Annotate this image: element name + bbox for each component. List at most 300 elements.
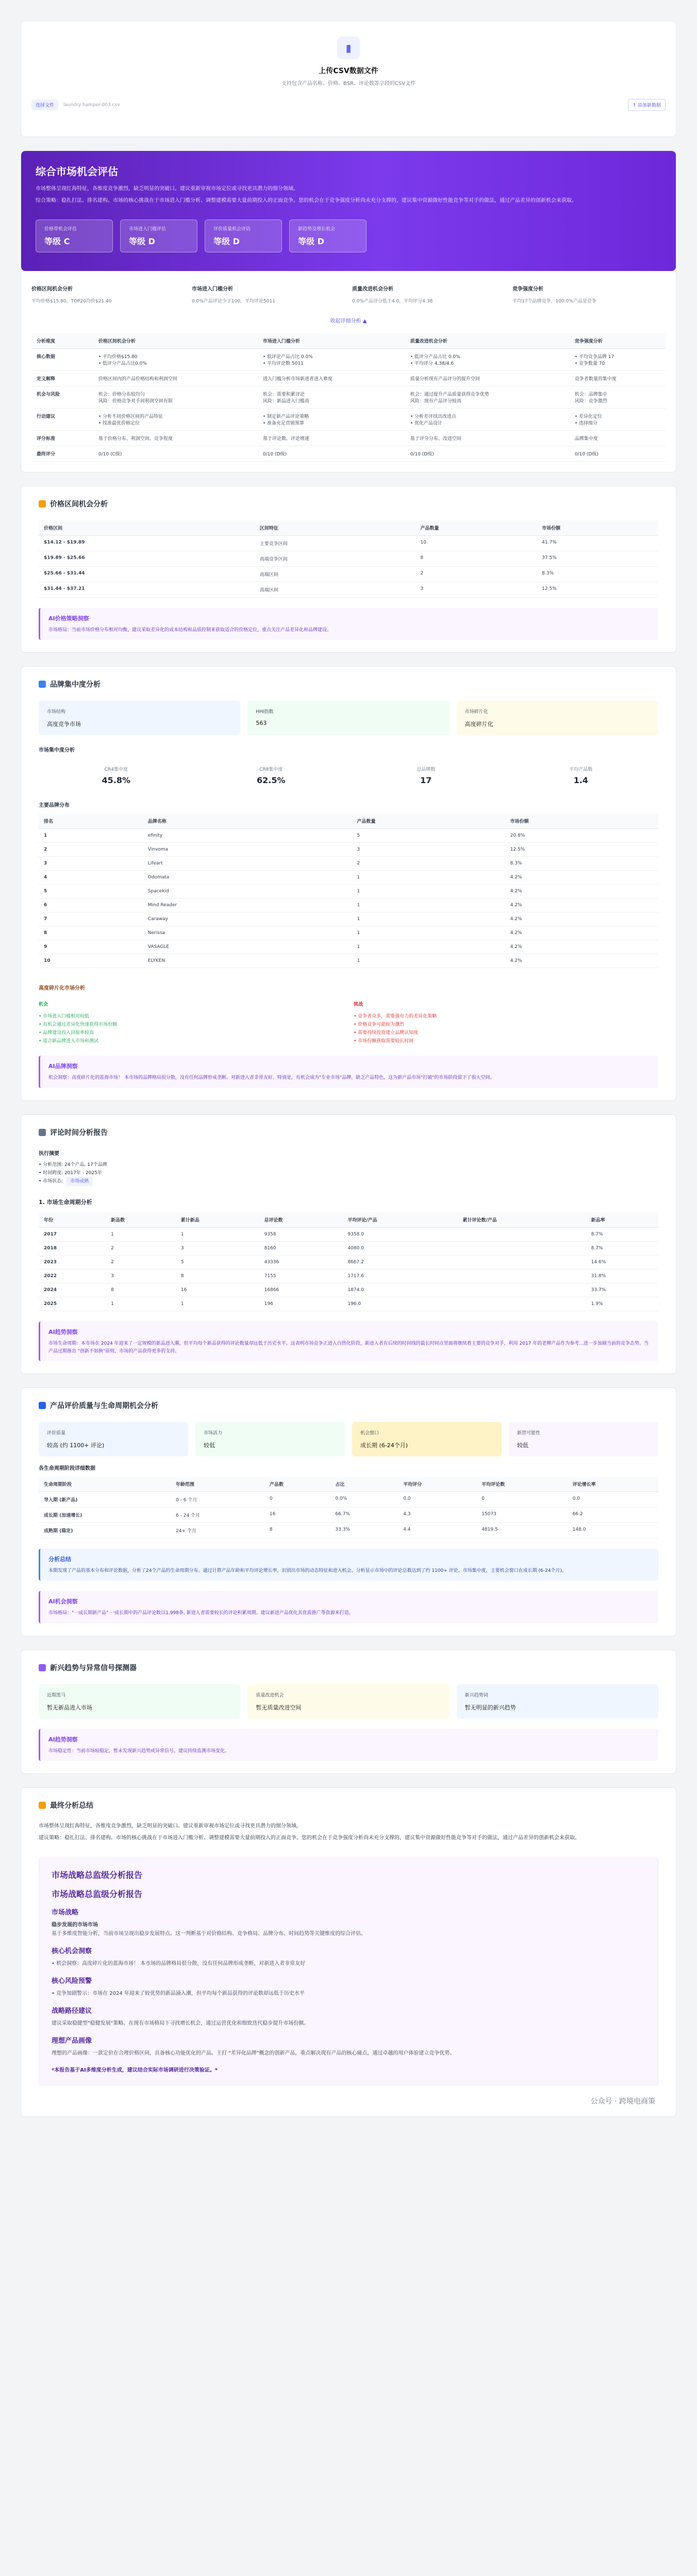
risk-text: • 竞争加剧警示：市场在 2024 年迎来了较优势的新品涌入潮，但平均每个新品获得的评论数却远低于历史水平 xyxy=(52,1991,305,1997)
cell-line: • 选择细分 xyxy=(574,421,598,426)
trend-ai-box xyxy=(39,1729,658,1761)
table-cell: 4.3 xyxy=(398,1507,476,1523)
table-row xyxy=(39,551,658,567)
market-title: 1. 市场生命周期分析 xyxy=(39,1199,92,1206)
table-header-cell: 平均评论数 xyxy=(476,1477,567,1492)
grade-badge-label: 评价质量机会评估 xyxy=(213,227,251,232)
brand-card xyxy=(21,666,676,1100)
table-cell: 33.3% xyxy=(330,1523,398,1538)
path-text: 建议采取稳健型"稳健发展"策略。在现有市场格局下寻找增长机会，通过运营优化和细致迭代稳步提升市场份额。 xyxy=(52,2021,309,2027)
metric-card xyxy=(352,1422,502,1456)
stat-label: 平均产品数 xyxy=(569,767,593,773)
summary-column xyxy=(31,284,185,304)
exec-line: • 分析范围: 24个产品, 17个品牌 xyxy=(39,1162,107,1167)
metric-value: 563 xyxy=(256,720,267,727)
table-header-row xyxy=(39,520,658,536)
table-row xyxy=(31,349,666,371)
table-header-cell: 市场份额 xyxy=(537,520,658,536)
table-cell: 33.7% xyxy=(586,1283,658,1297)
quality-card xyxy=(21,1387,676,1636)
table-header-cell: 总评论数 xyxy=(259,1212,343,1228)
table-cell: 2 xyxy=(106,1242,176,1256)
table-cell: 8160 xyxy=(259,1242,343,1256)
table-cell: 2023 xyxy=(39,1256,106,1269)
table-cell xyxy=(258,386,405,409)
stat-value: 1.4 xyxy=(573,775,588,786)
table-cell: Caraway xyxy=(143,912,352,926)
table-cell xyxy=(258,446,405,462)
table-row xyxy=(39,536,658,551)
stat-value: 45.8% xyxy=(102,775,130,786)
table-cell: Nerissa xyxy=(143,926,352,940)
table-cell: 66.7% xyxy=(330,1507,398,1523)
table-cell: 1 xyxy=(352,954,505,968)
table-cell xyxy=(31,386,93,409)
table-cell: 主要竞争区间 xyxy=(255,536,416,551)
stat-value: 62.5% xyxy=(256,775,286,786)
cell-line: • 平均竞争品牌 17 xyxy=(574,354,615,360)
table-cell: 196 xyxy=(259,1297,343,1311)
table-cell: 0 - 6 个月 xyxy=(171,1492,264,1507)
stat-item xyxy=(504,766,659,785)
table-cell: 0 xyxy=(264,1492,330,1507)
table-cell xyxy=(93,371,258,386)
table-cell: $14.12 - $19.89 xyxy=(39,536,255,551)
table-cell xyxy=(458,1297,586,1311)
table-cell xyxy=(93,431,258,446)
price-title: 价格区间机会分析 xyxy=(50,500,108,509)
review-ai-box xyxy=(39,1321,658,1361)
review-ai-title: AI趋势洞察 xyxy=(48,1329,78,1336)
table-header-cell: 品牌名称 xyxy=(143,814,352,829)
table-cell: 8 xyxy=(39,926,143,940)
metric-value: 较低 xyxy=(517,1442,528,1449)
summary-body: 0.0%产品评论少于100，平均评论5011 xyxy=(192,299,275,304)
review-ai-text: 市场生命周期：本市场在 2024 年迎来了一定规模的新品进入潮，但平均每个新品获得的评论数量却远低于历史水平。这表明市场竞争正进入白热化阶段，新进入者在后续的时间线的最长时间点里面将继续着主要的竞争对手，利用 2017 年的老牌产品作为参考...进一步加剧当前的竞争态势。当产品过期推出 "创新不如换"原则，市场的产品获得更多的支持。 xyxy=(48,1341,649,1354)
summary-row xyxy=(21,271,676,309)
table-cell: 1 xyxy=(352,899,505,912)
table-cell xyxy=(258,371,405,386)
grade-badge xyxy=(289,219,367,252)
table-row xyxy=(39,829,658,843)
table-cell: 8.7% xyxy=(586,1228,658,1242)
brand-list-title: 主要品牌分布 xyxy=(39,803,70,809)
trend-card xyxy=(21,1650,676,1774)
risk-item: • 需要持续投资建立品牌认知度 xyxy=(354,1030,419,1036)
quality-note xyxy=(39,1549,658,1581)
metric-card xyxy=(39,1684,240,1719)
table-row xyxy=(39,954,658,968)
table-cell: 1 xyxy=(352,885,505,899)
table-cell: 2 xyxy=(39,843,143,857)
summary-heading: 价格区间机会分析 xyxy=(31,286,73,292)
review-card xyxy=(21,1114,676,1374)
table-row xyxy=(39,1507,658,1523)
table-header-cell: 价格区间机会分析 xyxy=(93,333,258,349)
grade-badges xyxy=(36,219,661,252)
table-cell: 16 xyxy=(264,1507,330,1523)
table-cell: 3 xyxy=(352,843,505,857)
table-row xyxy=(39,1283,658,1297)
table-cell xyxy=(570,386,666,409)
table-row xyxy=(39,1492,658,1507)
price-card xyxy=(21,486,676,653)
table-row xyxy=(39,843,658,857)
grade-badge-value: 等级 D xyxy=(298,236,324,246)
table-cell: 4.2% xyxy=(505,940,658,954)
table-cell: Lifeart xyxy=(143,857,352,871)
brand-stats-title: 市场集中度分析 xyxy=(39,748,75,754)
table-cell: 高端竞争区间 xyxy=(255,551,416,567)
table-cell: $25.66 - $31.44 xyxy=(39,567,255,582)
upload-subtitle: 支持包含产品名称、价格、BSR、评论数等字段的CSV文件 xyxy=(281,81,416,87)
metric-card xyxy=(457,701,658,735)
final-title: 最终分析总结 xyxy=(50,1802,93,1810)
upload-title: 上传CSV数据文件 xyxy=(319,67,378,75)
table-cell: 1874.0 xyxy=(342,1283,457,1297)
table-header-cell: 质量改进机会分析 xyxy=(405,333,570,349)
table-header-cell: 产品数 xyxy=(264,1477,330,1492)
metric-value: 暂无明显的新兴趋势 xyxy=(464,1704,516,1711)
cell-line: 机会：价格分布较均匀 xyxy=(98,392,145,397)
final-line-1: 市场整体呈现红海特征，各维度竞争激烈，缺乏明显的突破口。建议重新审视市场定位或寻找更具潜力的细分领域。 xyxy=(39,1823,302,1829)
table-cell xyxy=(93,409,258,431)
table-header-row xyxy=(31,333,666,349)
cell-line: 机会：通过提升产品质量获得竞争优势 xyxy=(410,392,489,397)
report-heading-1: 市场战略总监级分析报告 xyxy=(52,1870,143,1880)
metric-card xyxy=(39,1422,188,1456)
price-ai-text: 市场格局：当前市场价格分布相对均衡，建议采取差异化的成本结构和品质控制来获取适合的价格定位，重点关注产品差异化和品牌建设。 xyxy=(48,628,332,633)
risk-item: • 竞争者众多，需要强有力的差异化策略 xyxy=(354,1013,437,1019)
table-cell: 16866 xyxy=(259,1283,343,1297)
persona-heading: 理想产品画像 xyxy=(52,2037,92,2045)
grade-badge-value: 等级 D xyxy=(213,236,240,246)
cell-line: 价格区间内的产品价格结构和利润空间 xyxy=(98,377,177,382)
table-cell: 导入期 (新产品) xyxy=(39,1492,171,1507)
final-line-2: 建议策略：稳扎打法、排名建构。市场的核心挑战在于市场进入门槛分析、调整建模需要大量前期投入的正面竞争。您的机会在于竞争强度分析尚未充分支撑的，建议集中资源做好性能竞争等对手的做法，通过产品差异的创新机会来获取。 xyxy=(39,1835,580,1841)
table-cell: 0.0% xyxy=(330,1492,398,1507)
table-cell: 8 xyxy=(415,551,537,567)
table-cell: Vinvoma xyxy=(143,843,352,857)
table-cell: Odomata xyxy=(143,871,352,885)
table-row xyxy=(39,1297,658,1311)
table-header-cell: 市场进入门槛分析 xyxy=(258,333,405,349)
strategy-sub: 稳步发展的市场市场 xyxy=(52,1922,98,1928)
review-icon xyxy=(39,1129,46,1136)
footer-note: *本报告基于AI多维度分析生成，建议结合实际市场调研进行决策验证。* xyxy=(52,2067,218,2074)
table-cell: 3 xyxy=(106,1269,176,1283)
cell-line: • 平均价格$15.80 xyxy=(98,354,138,360)
quality-ai-title: AI机会洞察 xyxy=(48,1598,78,1605)
metric-label: 市场活力 xyxy=(204,1431,223,1436)
review-table xyxy=(39,1212,658,1311)
exec-summary xyxy=(39,1161,658,1186)
overall-card xyxy=(21,150,676,472)
stat-item xyxy=(194,766,349,785)
exec-line: • 时间跨度: 2017年 - 2025年 xyxy=(39,1170,102,1176)
table-row xyxy=(39,1228,658,1242)
cell-line: 定义解释 xyxy=(37,377,56,382)
cell-line: 机会：品牌集中 xyxy=(574,392,607,397)
table-cell: 2 xyxy=(415,567,537,582)
brand-ai-box xyxy=(39,1056,658,1088)
table-cell: 8.7% xyxy=(586,1242,658,1256)
table-cell: 8 xyxy=(106,1283,176,1297)
path-heading: 战略路径建议 xyxy=(52,2007,92,2015)
table-row xyxy=(39,857,658,871)
metric-value: 较高 (约 1100+ 评论) xyxy=(47,1442,105,1449)
grade-badge xyxy=(120,219,197,252)
cell-line: • 找准最优价格定位 xyxy=(98,421,140,426)
table-header-cell: 年龄范围 xyxy=(171,1477,264,1492)
cell-line: 行动建议 xyxy=(37,414,56,419)
table-row xyxy=(39,1269,658,1283)
cell-line: • 低评论产品占比 0.0% xyxy=(262,354,313,360)
table-cell xyxy=(258,431,405,446)
trend-title: 新兴趋势与异常信号探测器 xyxy=(50,1664,137,1672)
cell-line: 机会：需要积累评论 xyxy=(262,392,305,397)
brand-metrics xyxy=(39,701,658,735)
table-header-cell: 生命周期阶段 xyxy=(39,1477,171,1492)
table-cell: 16 xyxy=(176,1283,259,1297)
table-cell: 4.2% xyxy=(505,885,658,899)
table-cell: 31.8% xyxy=(586,1269,658,1283)
summary-body: 0.0%产品评分低于4.0，平均评分4.38 xyxy=(352,299,433,304)
file-name: laundry hamper-003.csv xyxy=(63,102,120,108)
quality-icon xyxy=(39,1402,46,1409)
pros-cons xyxy=(39,1001,658,1045)
table-cell: 15073 xyxy=(476,1507,567,1523)
table-cell xyxy=(258,409,405,431)
table-cell: 8 xyxy=(176,1269,259,1283)
table-cell: 1 xyxy=(106,1297,176,1311)
table-row xyxy=(39,926,658,940)
grade-badge-label: 新趋势及增长机会 xyxy=(298,227,336,232)
strategy-heading: 市场战略 xyxy=(52,1909,79,1917)
table-cell: 7 xyxy=(39,912,143,926)
table-cell: 4 xyxy=(39,871,143,885)
table-header-cell: 新品率 xyxy=(586,1212,658,1228)
table-row xyxy=(39,1242,658,1256)
metric-card xyxy=(247,701,449,735)
table-cell: 4819.5 xyxy=(476,1523,567,1538)
table-cell: 43336 xyxy=(259,1256,343,1269)
table-cell: 12.5% xyxy=(537,582,658,598)
table-cell xyxy=(405,349,570,371)
table-cell: 66.2 xyxy=(568,1507,658,1523)
table-cell: 9358 xyxy=(259,1228,343,1242)
metric-card xyxy=(195,1422,345,1456)
table-header-cell: 平均评论/产品 xyxy=(342,1212,457,1228)
cell-line: 风险：价格竞争对手间利润空间有限 xyxy=(98,399,173,404)
table-cell: 8.3% xyxy=(537,567,658,582)
cell-line: 基于评论数、评论增速 xyxy=(262,436,309,442)
add-data-button[interactable]: ↑ 添加新数据 xyxy=(628,99,666,111)
metric-label: 评价质量 xyxy=(47,1431,66,1436)
table-cell: 10 xyxy=(415,536,537,551)
cell-line: 0/10 (D级) xyxy=(262,452,287,457)
cell-line: • 竞争数量 70 xyxy=(574,361,605,366)
brand-ai-title: AI品牌洞察 xyxy=(48,1063,78,1070)
table-cell: 5 xyxy=(352,829,505,843)
table-cell: 1717.6 xyxy=(342,1269,457,1283)
table-header-cell: 区间特征 xyxy=(255,520,416,536)
opportunity-heading: 机会 xyxy=(39,1002,48,1008)
table-header-cell: 评论增长率 xyxy=(568,1477,658,1492)
risk-item: • 市场份额获取需要较长时间 xyxy=(354,1039,414,1044)
table-cell: 3 xyxy=(415,582,537,598)
table-cell xyxy=(405,431,570,446)
table-cell xyxy=(31,409,93,431)
cell-line: 0/10 (D级) xyxy=(574,452,599,457)
grade-badge-value: 等级 C xyxy=(44,236,70,246)
summary-column xyxy=(192,284,345,304)
file-bar xyxy=(31,99,666,111)
table-cell: Spacekid xyxy=(143,885,352,899)
table-cell: 高端区间 xyxy=(255,582,416,598)
cell-line: • 低评分产品占比0.0% xyxy=(98,361,147,366)
table-cell: ELYKEN xyxy=(143,954,352,968)
metric-label: 质量改进机会 xyxy=(256,1692,284,1698)
metric-value: 较低 xyxy=(204,1442,215,1449)
table-cell: 1 xyxy=(106,1228,176,1242)
table-cell: 10 xyxy=(39,954,143,968)
metric-label: 市场结构 xyxy=(47,709,66,715)
stat-label: 总品牌数 xyxy=(417,767,436,773)
table-cell: 5 xyxy=(39,885,143,899)
table-cell: 成长期 (加速增长) xyxy=(39,1507,171,1523)
cell-line: 风险：竞争激烈 xyxy=(574,399,607,404)
brand-title: 品牌集中度分析 xyxy=(50,681,101,689)
brand-table xyxy=(39,814,658,968)
table-row xyxy=(39,1523,658,1538)
table-cell: 2 xyxy=(106,1256,176,1269)
table-cell: 4.2% xyxy=(505,871,658,885)
quality-table xyxy=(39,1477,658,1538)
table-cell: 8.3% xyxy=(505,857,658,871)
summary-column xyxy=(512,284,666,304)
pc-title: 高度碎片化市场分析 xyxy=(39,986,85,992)
table-row xyxy=(39,582,658,598)
table-cell: 2025 xyxy=(39,1297,106,1311)
summary-heading: 市场进入门槛分析 xyxy=(192,286,233,292)
watermark: 公众号 · 跨境电商策 xyxy=(590,2097,655,2106)
table-cell: VASAGLE xyxy=(143,940,352,954)
cell-line: 最终评分 xyxy=(37,452,56,457)
metric-value: 暂无质量改进空间 xyxy=(256,1704,302,1711)
table-cell: 4080.0 xyxy=(342,1242,457,1256)
table-cell xyxy=(31,371,93,386)
table-cell: 5 xyxy=(176,1256,259,1269)
table-header-cell: 市场份额 xyxy=(505,814,658,829)
table-header-cell: 价格区间 xyxy=(39,520,255,536)
summary-body: 平均价格$15.80，TOP20均价$21.40 xyxy=(31,299,112,304)
table-row xyxy=(31,386,666,409)
toggle-detail-link[interactable]: 收起详细分析 ▲ xyxy=(330,318,367,324)
table-cell: 3 xyxy=(39,857,143,871)
stat-item xyxy=(348,766,504,785)
table-cell: 0 xyxy=(476,1492,567,1507)
table-cell: 4.2% xyxy=(505,926,658,940)
cell-line: 风险：现有产品评分较高 xyxy=(410,399,461,404)
table-cell: 4.2% xyxy=(505,912,658,926)
opportunity-heading-final: 核心机会洞察 xyxy=(52,1947,92,1956)
metric-label: 近期黑马 xyxy=(47,1692,66,1698)
table-cell: 148.0 xyxy=(568,1523,658,1538)
price-table xyxy=(39,520,658,598)
metric-value: 暂无新品进入市场 xyxy=(47,1704,92,1711)
hero-banner xyxy=(21,151,676,271)
table-cell: 1 xyxy=(352,940,505,954)
choose-file-button[interactable]: 选择文件 xyxy=(31,99,58,110)
table-row xyxy=(39,899,658,912)
metric-value: 高度碎片化 xyxy=(464,721,493,728)
table-cell: 196.0 xyxy=(342,1297,457,1311)
quality-title: 产品评价质量与生命周期机会分析 xyxy=(50,1402,158,1411)
risk-heading: 挑战 xyxy=(354,1002,363,1008)
strategy-text: 基于多维度智能分析，当前市场呈现出稳步发展特点。这一判断基于对价格结构、竞争格局、品牌分布、时间趋势等关键维度的综合评估。 xyxy=(52,1931,366,1937)
table-row xyxy=(31,371,666,386)
trend-icon xyxy=(39,1664,46,1671)
table-row xyxy=(39,871,658,885)
table-cell xyxy=(458,1269,586,1283)
cell-line: • 平均评分 4.38/4.6 xyxy=(410,361,454,366)
table-cell xyxy=(31,446,93,462)
opportunity-item: • 市场进入门槛相对较低 xyxy=(39,1013,90,1019)
summary-column xyxy=(352,284,505,304)
quality-metrics xyxy=(39,1422,658,1456)
table-header-cell: 产品数量 xyxy=(352,814,505,829)
stat-label: CR8集中度 xyxy=(259,767,283,773)
cell-line: 竞争者数量的集中度 xyxy=(574,377,617,382)
opportunity-item: • 有机会通过差异化快速获得市场份额 xyxy=(39,1022,118,1027)
metric-label: 机会窗口 xyxy=(360,1431,379,1436)
comparison-table xyxy=(31,333,666,462)
cell-line: 品牌集中度 xyxy=(574,436,598,442)
table-cell: 1 xyxy=(39,829,143,843)
table-header-cell: 排名 xyxy=(39,814,143,829)
table-header-row xyxy=(39,1477,658,1492)
opportunity-text: • 机会洞察：高度碎片化的蓝海市场！ 本市场的品牌格局很分散，没有任何品牌形成垄断，对新进入者非常友好 xyxy=(52,1961,306,1967)
exec-line: • 市场状态: 市场成熟 xyxy=(39,1177,658,1185)
report-heading-2: 市场战略总监级分析报告 xyxy=(52,1889,143,1900)
quality-table-title: 各生命周期阶段详细数据 xyxy=(39,1466,95,1472)
quality-note-text: 本期发现了产品的基本分布和评论数据，分析了24个产品的生命周期分布。通过计算产品年龄和平均评论增长率，识别出市场的动态特征和进入机会。分析显示市场中的评论总数达到了约 1100+ 评论。市场集中度，主要机会窗口在成长期 (6-24个月)。 xyxy=(48,1568,567,1574)
stat-value: 17 xyxy=(420,775,432,786)
trend-ai-text: 市场稳定性：当前市场较稳定，暂未发现新兴趋势或异常信号。建议持续监测市场变化。 xyxy=(48,1748,230,1754)
cell-line: 0/10 (D级) xyxy=(410,452,434,457)
table-cell xyxy=(458,1228,586,1242)
grade-badge-value: 等级 D xyxy=(129,236,155,246)
table-cell: 9358.0 xyxy=(342,1228,457,1242)
cell-line: • 准备充足营销预算 xyxy=(262,421,305,426)
table-cell: 高端区间 xyxy=(255,567,416,582)
quality-ai-text: 市场格局："一成长期新产品" 一成长期中的产品评论数以1,998条, 新进入者需要较长的评论积累周期。建议新进产品优化其优质推广等资源来打造。 xyxy=(48,1611,354,1616)
metric-label: 市场碎片化 xyxy=(464,709,488,715)
table-cell xyxy=(31,349,93,371)
table-cell: 3 xyxy=(176,1242,259,1256)
stat-label: CR4集中度 xyxy=(104,767,128,773)
table-cell: 41.7% xyxy=(537,536,658,551)
brand-stats xyxy=(39,766,658,785)
opportunity-column xyxy=(39,1001,343,1045)
table-cell xyxy=(93,446,258,462)
brand-ai-text: 机会洞察：高度碎片化的蓝海市场！ 本市场的品牌格局很分散，没有任何品牌形成垄断。对新进入者非常友好，特别是，有机会成为"专业市场"品牌，缺乏产品特色，这为新产品市场"打破"的市场阶段留下了很大空间。 xyxy=(48,1075,495,1081)
cell-line: • 分析不同价格区间的产品特征 xyxy=(98,414,163,419)
cell-line: 机会与风险 xyxy=(37,392,60,397)
table-row xyxy=(39,912,658,926)
review-title: 评论时间分析报告 xyxy=(50,1128,108,1137)
